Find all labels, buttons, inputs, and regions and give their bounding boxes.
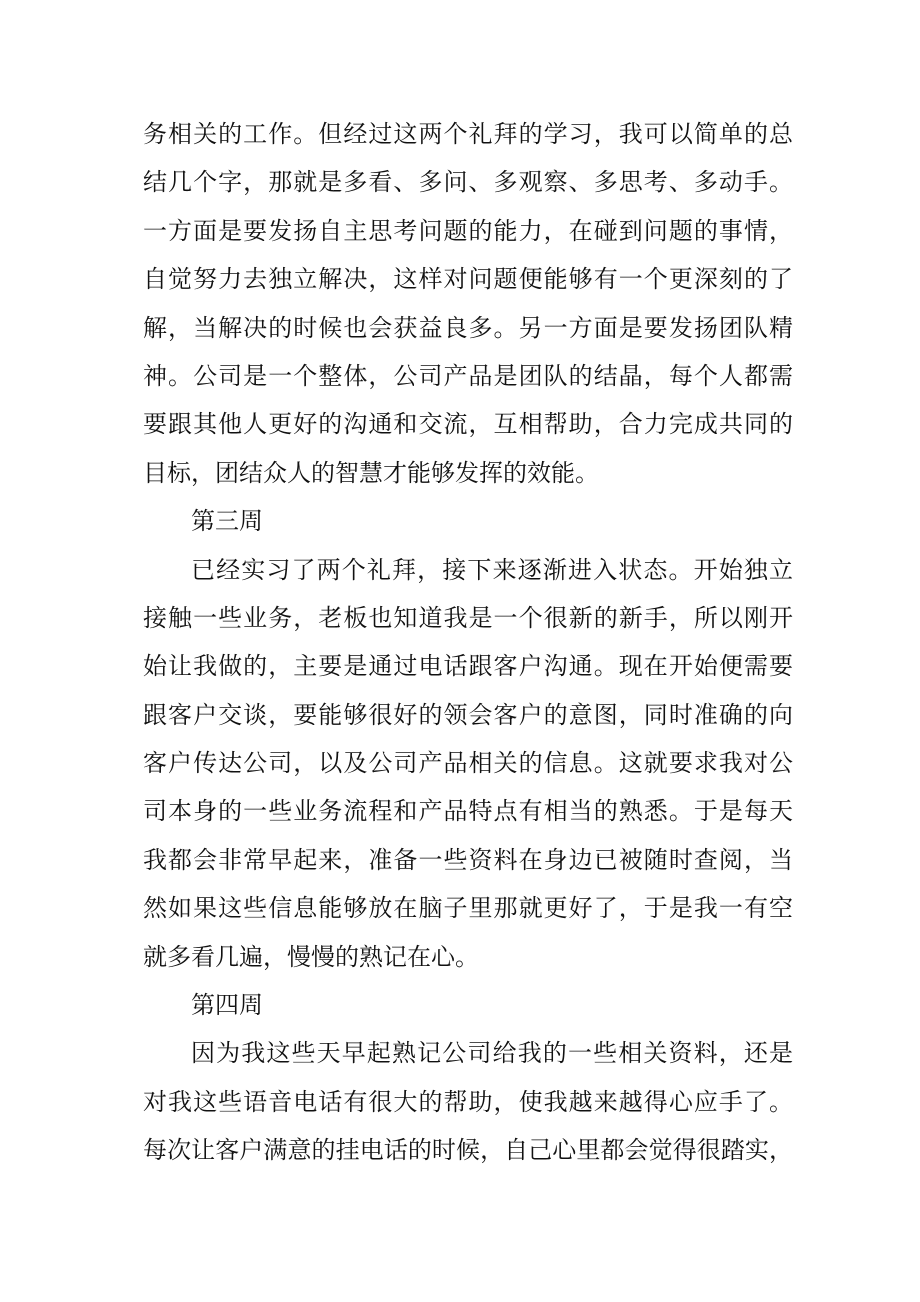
paragraph-line: 神。公司是一个整体，公司产品是团队的结晶，每个人都需 — [143, 361, 793, 390]
paragraph-line: 对我这些语音电话有很大的帮助，使我越来越得心应手了。 — [143, 1087, 793, 1116]
paragraph-line: 一方面是要发扬自主思考问题的能力，在碰到问题的事情， — [143, 216, 793, 245]
paragraph-line: 就多看几遍，慢慢的熟记在心。 — [143, 942, 479, 971]
paragraph-line: 客户传达公司，以及公司产品相关的信息。这就要求我对公 — [143, 749, 793, 778]
paragraph-line: 我都会非常早起来，准备一些资料在身边已被随时查阅，当 — [143, 845, 793, 874]
paragraph-line: 结几个字，那就是多看、多问、多观察、多思考、多动手。 — [143, 168, 793, 197]
paragraph-line: 自觉努力去独立解决，这样对问题便能够有一个更深刻的了 — [143, 265, 793, 294]
paragraph-line: 已经实习了两个礼拜，接下来逐渐进入状态。开始独立 — [191, 555, 793, 584]
paragraph-line: 目标，团结众人的智慧才能够发挥的效能。 — [143, 458, 599, 487]
paragraph-line: 司本身的一些业务流程和产品特点有相当的熟悉。于是每天 — [143, 797, 793, 826]
section-heading-week-4: 第四周 — [191, 991, 263, 1020]
paragraph-line: 始让我做的，主要是通过电话跟客户沟通。现在开始便需要 — [143, 652, 793, 681]
paragraph-line: 接触一些业务，老板也知道我是一个很新的新手，所以刚开 — [143, 603, 793, 632]
paragraph-line: 因为我这些天早起熟记公司给我的一些相关资料，还是 — [191, 1039, 793, 1068]
paragraph-line: 然如果这些信息能够放在脑子里那就更好了，于是我一有空 — [143, 894, 793, 923]
paragraph-line: 要跟其他人更好的沟通和交流，互相帮助，合力完成共同的 — [143, 410, 793, 439]
paragraph-line: 务相关的工作。但经过这两个礼拜的学习，我可以简单的总 — [143, 120, 793, 148]
paragraph-line: 跟客户交谈，要能够很好的领会客户的意图，同时准确的向 — [143, 700, 793, 729]
paragraph-line: 解，当解决的时候也会获益良多。另一方面是要发扬团队精 — [143, 313, 793, 342]
paragraph-line: 每次让客户满意的挂电话的时候，自己心里都会觉得很踏实， — [143, 1136, 793, 1165]
section-heading-week-3: 第三周 — [191, 507, 263, 536]
document-body — [143, 116, 793, 1181]
